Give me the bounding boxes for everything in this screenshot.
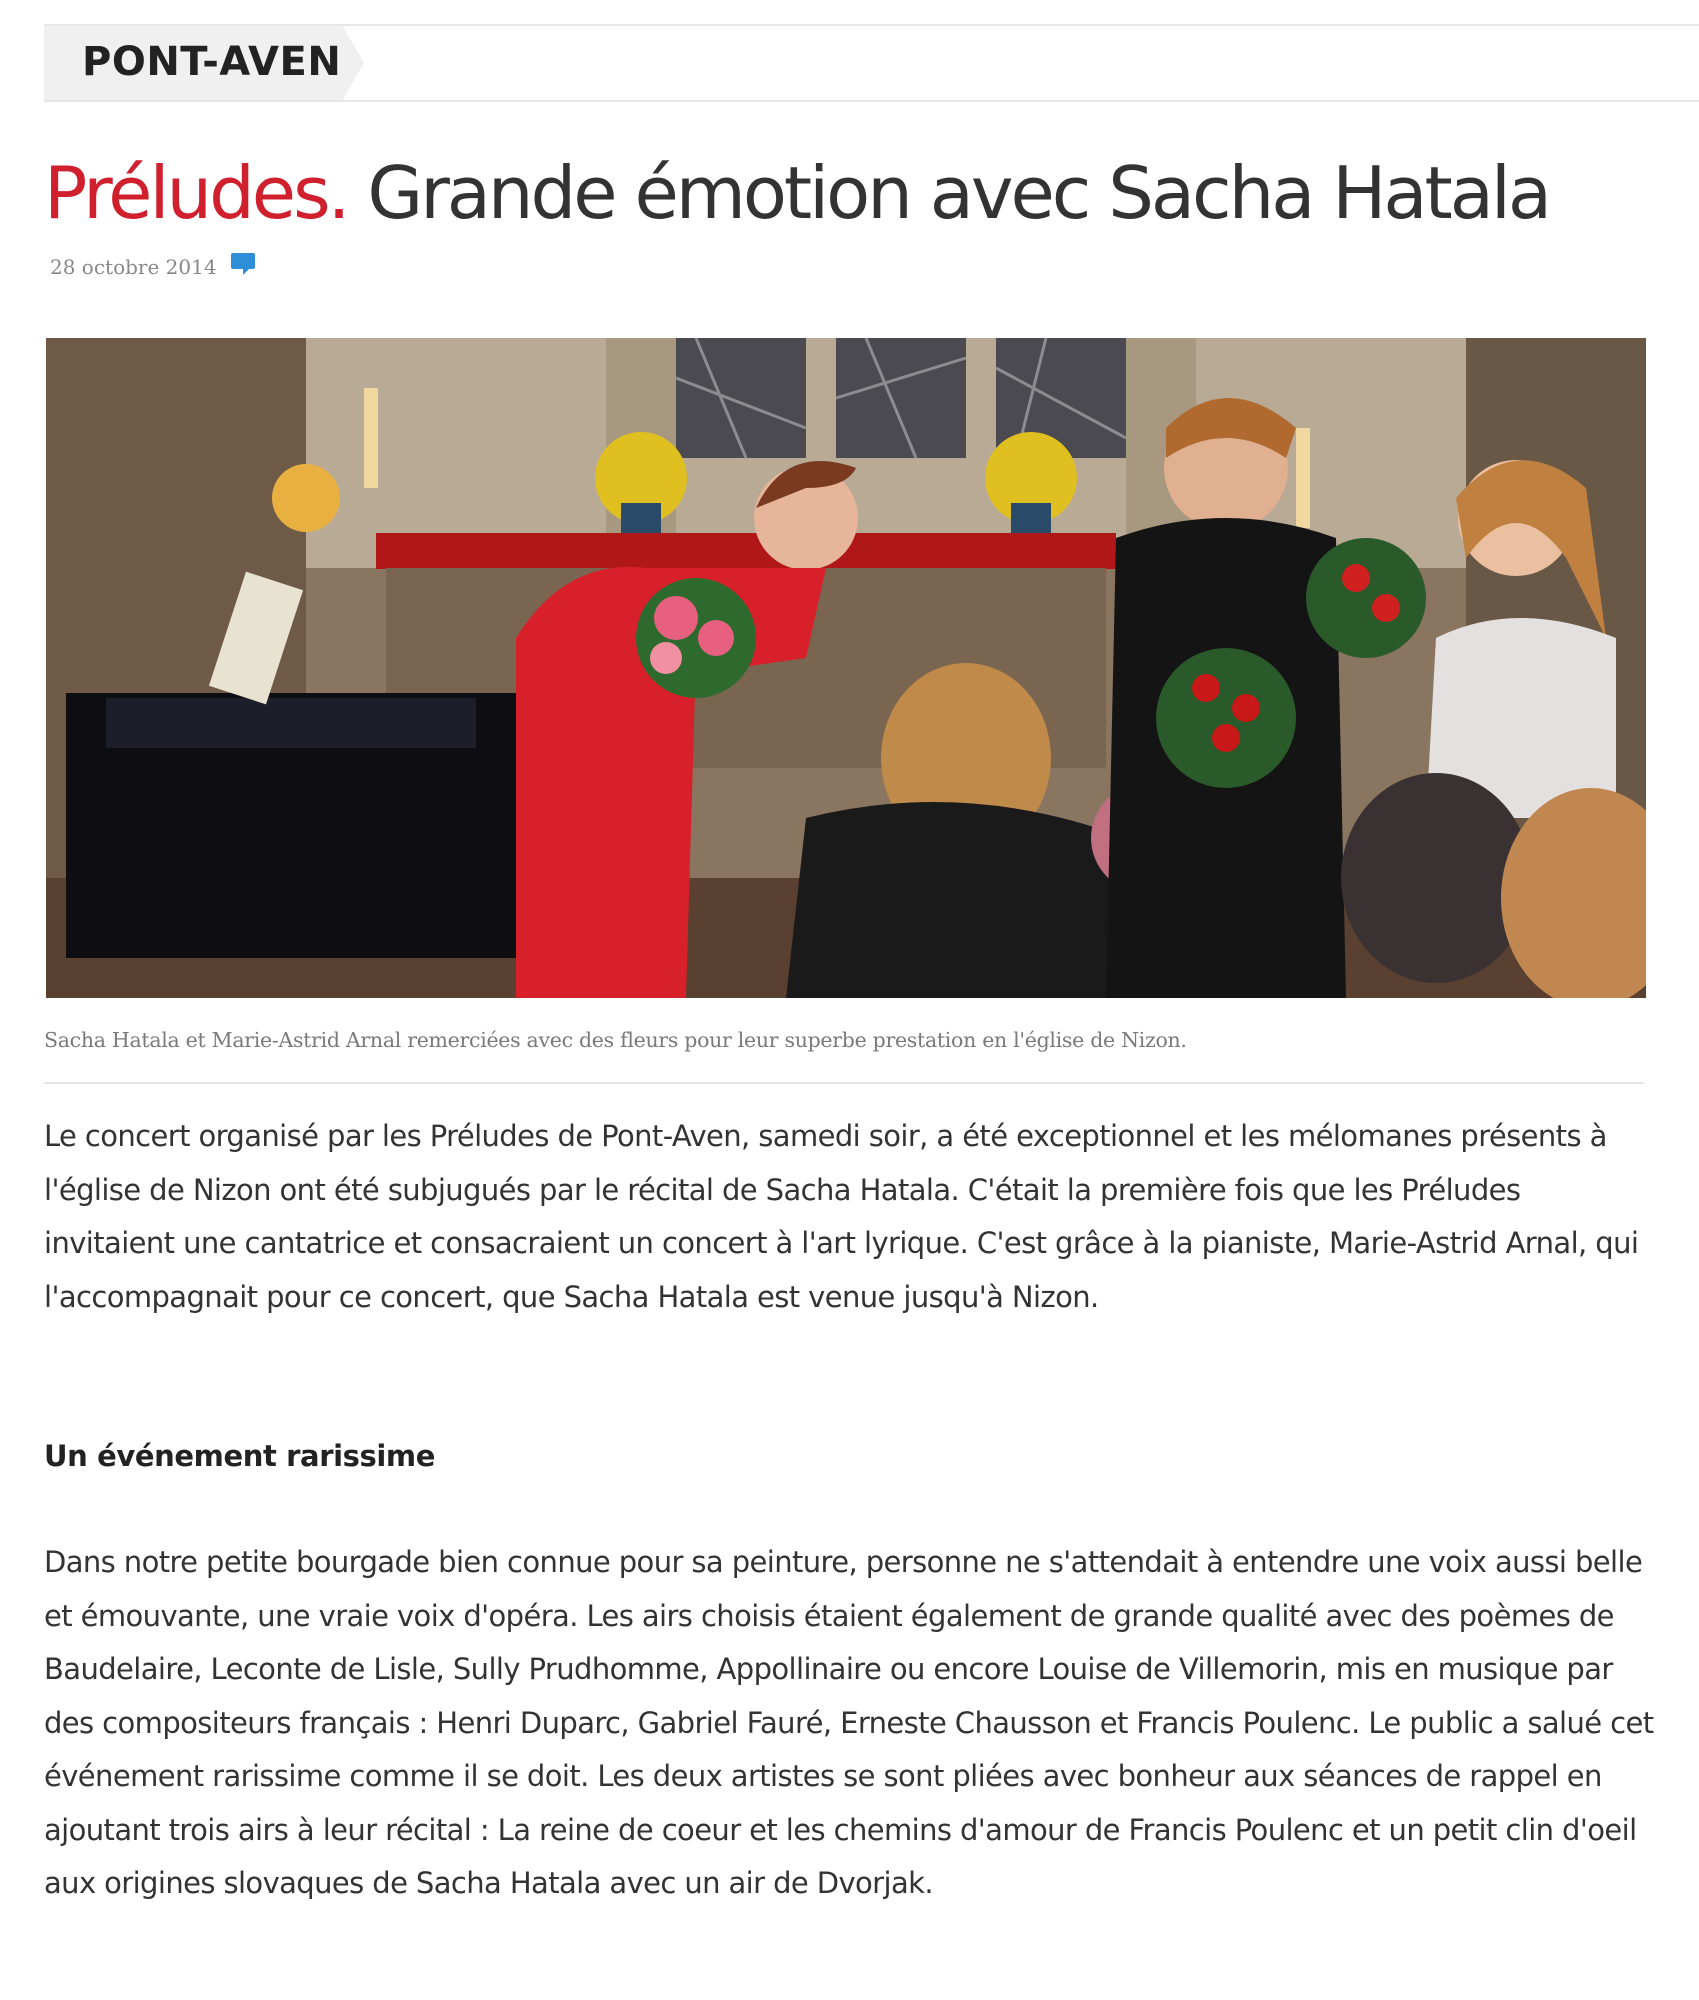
article-title xyxy=(44,138,1549,248)
article-date: 28 octobre 2014 xyxy=(50,255,217,279)
photo-caption: Sacha Hatala et Marie-Astrid Arnal remerciées avec des fleurs pour leur superbe prestation en l'église de Nizon. xyxy=(44,1028,1187,1052)
photo-illustration xyxy=(46,338,1646,998)
article-paragraph-1: Le concert organisé par les Préludes de Pont-Aven, samedi soir, a été exceptionnel et les mélomanes présents à l'église de Nizon ont été subjugués par le récital de Sacha Hatala. C'était la première fois que les Préludes invitaient une cantatrice et consacraient un concert à l'art lyrique. C'est grâce à la pianiste, Marie-Astrid Arnal, qui l'accompagnait pour ce concert, que Sacha Hatala est venue jusqu'à Nizon. xyxy=(44,1119,1639,1314)
article-subheading: Un événement rarissime xyxy=(44,1439,435,1473)
article-kicker: Préludes. xyxy=(44,151,348,235)
article-headline: Grande émotion avec Sacha Hatala xyxy=(367,151,1550,235)
section-label[interactable]: PONT-AVEN xyxy=(82,39,342,85)
caption-divider xyxy=(44,1082,1644,1084)
comment-bubble-icon[interactable] xyxy=(231,253,255,269)
article-photo xyxy=(46,338,1646,998)
article-meta xyxy=(50,252,255,282)
article-paragraph-2: Dans notre petite bourgade bien connue pour sa peinture, personne ne s'attendait à entendre une voix aussi belle et émouvante, une vraie voix d'opéra. Les airs choisis étaient également de grande qualité avec des poèmes de Baudelaire, Leconte de Lisle, Sully Prudhomme, Appollinaire ou encore Louise de Villemorin, mis en musique par des compositeurs français : Henri Duparc, Gabriel Fauré, Erneste Chausson et Francis Poulenc. Le public a salué cet événement rarissime comme il se doit. Les deux artistes se sont pliées avec bonheur aux séances de rappel en ajoutant trois airs à leur récital : La reine de coeur et les chemins d'amour de Francis Poulenc et un petit clin d'oeil aux origines slovaques de Sacha Hatala avec un air de Dvorjak. xyxy=(44,1545,1654,1900)
